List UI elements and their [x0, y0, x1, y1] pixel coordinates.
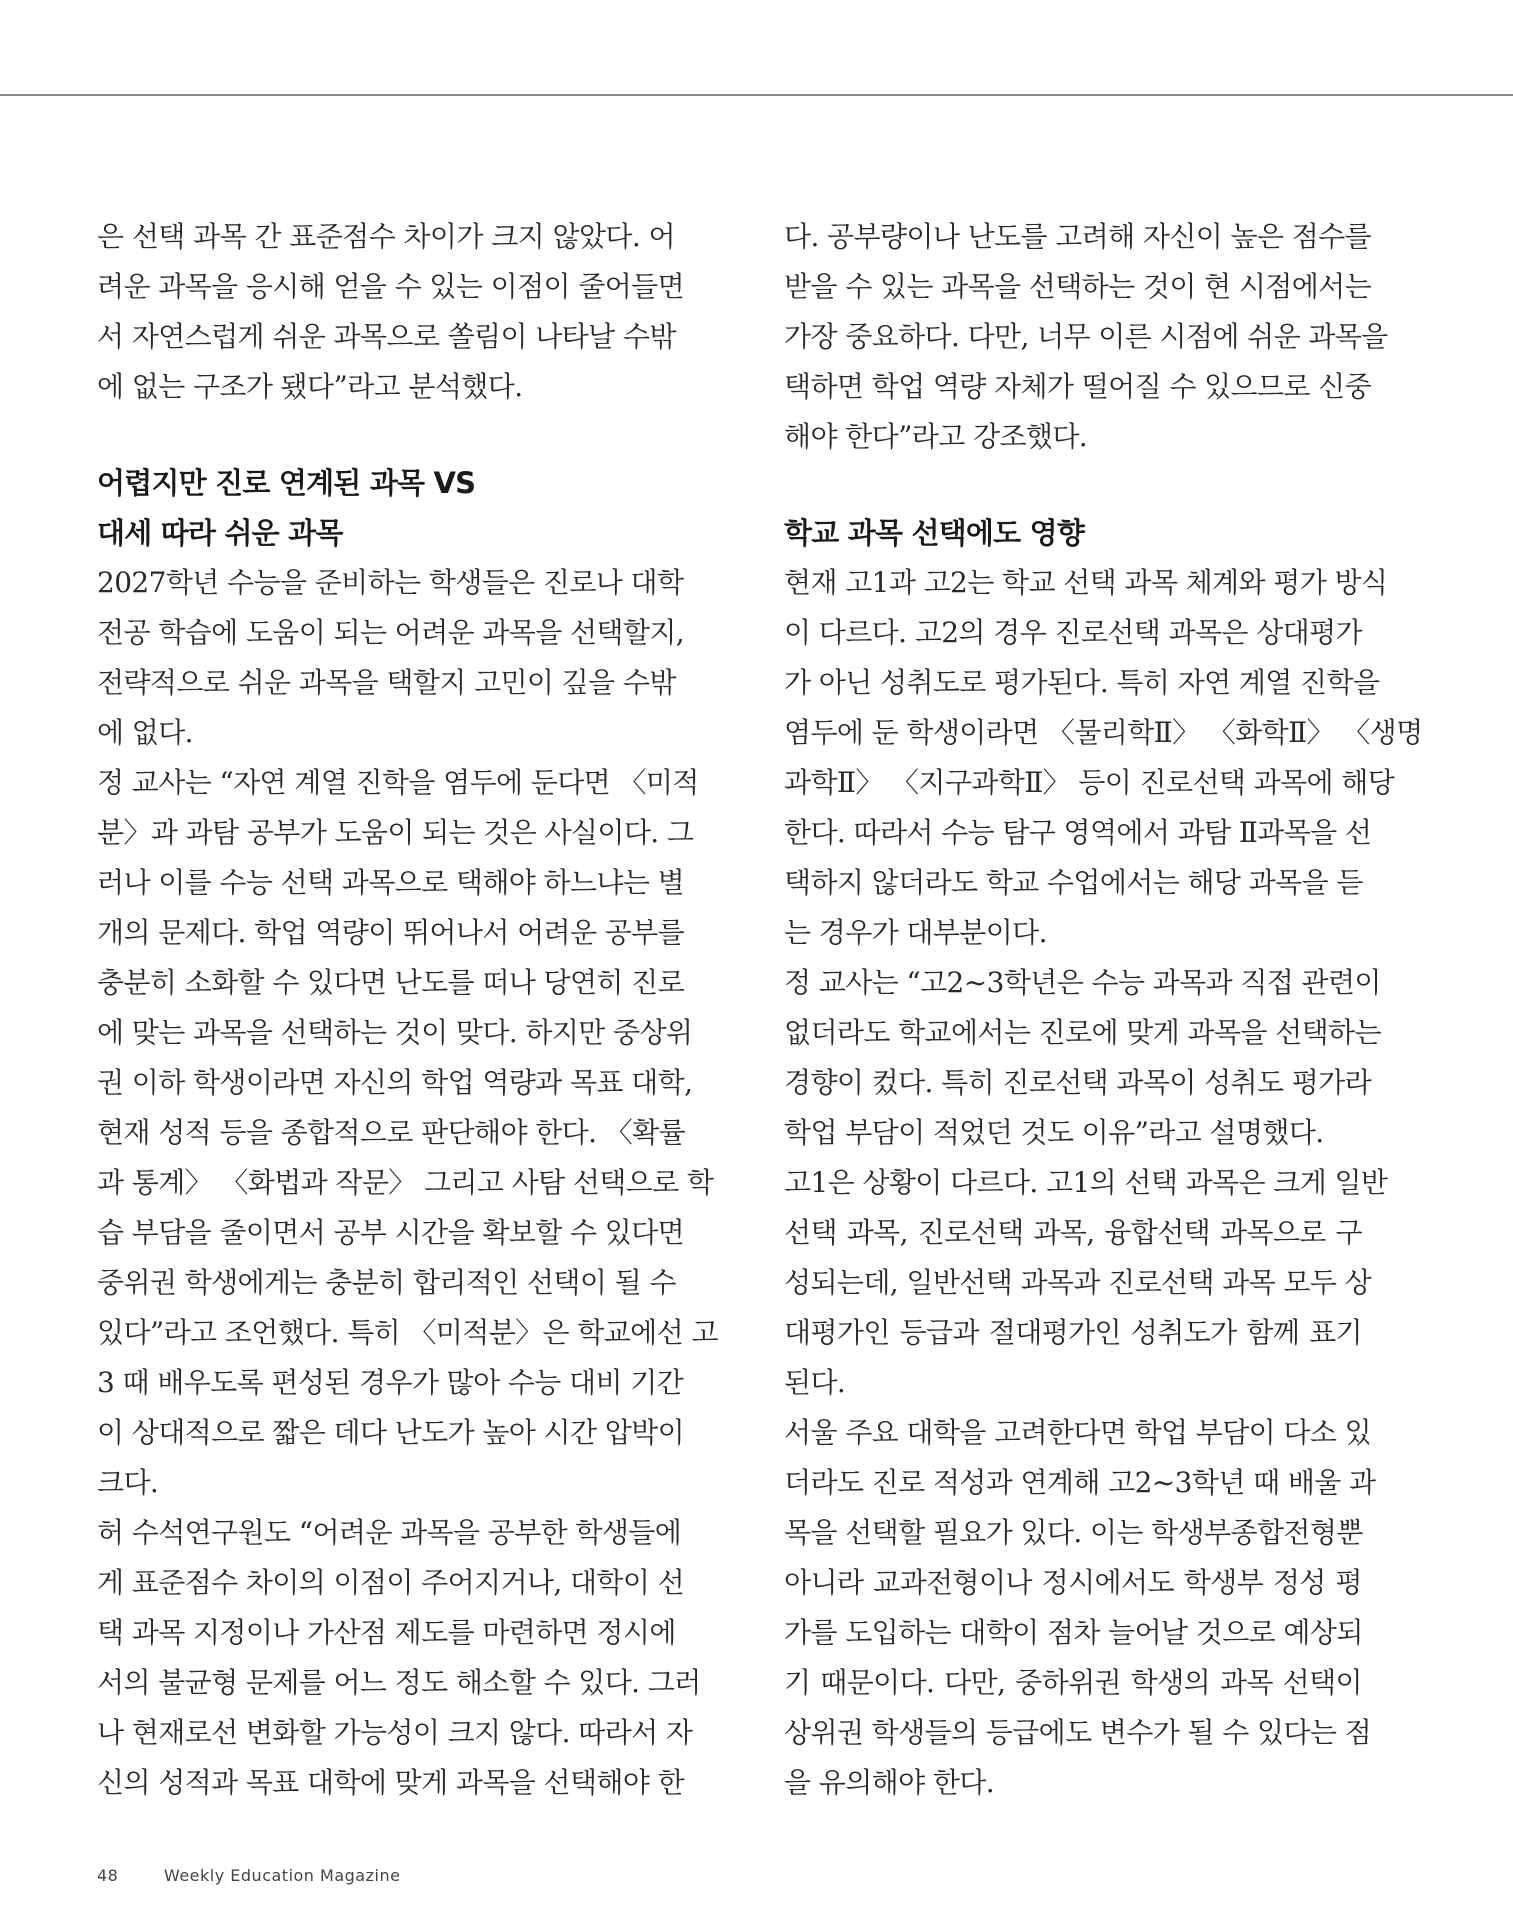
- body-line: 3 때 배우도록 편성된 경우가 많아 수능 대비 기간: [97, 1366, 684, 1399]
- body-line: 는 경우가 대부분이다.: [784, 916, 1047, 949]
- body-line: 중위권 학생에게는 충분히 합리적인 선택이 될 수: [97, 1266, 676, 1299]
- paragraph: [97, 758, 718, 1508]
- body-line: 려운 과목을 응시해 얻을 수 있는 이점이 줄어들면: [97, 270, 685, 303]
- body-line: 된다.: [784, 1366, 846, 1399]
- body-line: 에 없다.: [97, 716, 193, 749]
- body-line: 에 맞는 과목을 선택하는 것이 맞다. 하지만 중상위: [97, 1016, 693, 1049]
- heading-line: 학교 과목 선택에도 영향: [784, 516, 1085, 550]
- body-line: 러나 이를 수능 선택 과목으로 택해야 하느냐는 별: [97, 866, 685, 899]
- paragraph: [784, 558, 1423, 958]
- body-line: 성되는데, 일반선택 과목과 진로선택 과목 모두 상: [784, 1266, 1372, 1299]
- body-line: 현재 성적 등을 종합적으로 판단해야 한다. 〈확률: [97, 1116, 686, 1149]
- body-line: 정 교사는 “자연 계열 진학을 염두에 둔다면 〈미적: [97, 766, 699, 799]
- page-footer: [97, 1866, 400, 1885]
- heading-line: 어렵지만 진로 연계된 과목 VS: [97, 466, 476, 500]
- body-line: 정 교사는 “고2~3학년은 수능 과목과 직접 관련이: [784, 966, 1381, 999]
- section-heading: [97, 458, 675, 558]
- page-number: 48: [97, 1866, 119, 1885]
- body-line: 가 아닌 성취도로 평가된다. 특히 자연 계열 진학을: [784, 666, 1380, 699]
- left-intro: [97, 212, 685, 412]
- body-line: 크다.: [97, 1466, 159, 1499]
- section-heading: [784, 508, 1362, 558]
- body-line: 개의 문제다. 학업 역량이 뛰어나서 어려운 공부를: [97, 916, 685, 949]
- body-line: 과학Ⅱ〉 〈지구과학Ⅱ〉 등이 진로선택 과목에 해당: [784, 766, 1395, 799]
- body-line: 서의 불균형 문제를 어느 정도 해소할 수 있다. 그러: [97, 1666, 701, 1699]
- paragraph: [97, 1508, 701, 1808]
- body-line: 가장 중요하다. 다만, 너무 이른 시점에 쉬운 과목을: [784, 320, 1388, 353]
- body-line: 이 다르다. 고2의 경우 진로선택 과목은 상대평가: [784, 616, 1362, 649]
- body-line: 을 유의해야 한다.: [784, 1766, 995, 1799]
- body-line: 서 자연스럽게 쉬운 과목으로 쏠림이 나타날 수밖: [97, 320, 676, 353]
- body-line: 경향이 컸다. 특히 진로선택 과목이 성취도 평가라: [784, 1066, 1372, 1099]
- body-line: 더라도 진로 적성과 연계해 고2~3학년 때 배울 과: [784, 1466, 1376, 1499]
- paragraph: [784, 1158, 1388, 1408]
- body-line: 다. 공부량이나 난도를 고려해 자신이 높은 점수를: [784, 220, 1372, 253]
- body-line: 에 없는 구조가 됐다”라고 분석했다.: [97, 370, 523, 403]
- body-line: 염두에 둔 학생이라면 〈물리학Ⅱ〉 〈화학Ⅱ〉 〈생명: [784, 716, 1423, 749]
- body-line: 대평가인 등급과 절대평가인 성취도가 함께 표기: [784, 1316, 1362, 1349]
- body-line: 없더라도 학교에서는 진로에 맞게 과목을 선택하는: [784, 1016, 1381, 1049]
- body-line: 충분히 소화할 수 있다면 난도를 떠나 당연히 진로: [97, 966, 685, 999]
- body-line: 분〉과 과탐 공부가 도움이 되는 것은 사실이다. 그: [97, 816, 694, 849]
- body-line: 은 선택 과목 간 표준점수 차이가 크지 않았다. 어: [97, 220, 675, 253]
- body-line: 습 부담을 줄이면서 공부 시간을 확보할 수 있다면: [97, 1216, 685, 1249]
- body-line: 있다”라고 조언했다. 특히 〈미적분〉은 학교에선 고: [97, 1316, 718, 1349]
- body-line: 택하면 학업 역량 자체가 떨어질 수 있으므로 신중: [784, 370, 1372, 403]
- body-line: 전공 학습에 도움이 되는 어려운 과목을 선택할지,: [97, 616, 685, 649]
- heading-line: 대세 따라 쉬운 과목: [97, 516, 343, 550]
- body-line: 나 현재로선 변화할 가능성이 크지 않다. 따라서 자: [97, 1716, 693, 1749]
- body-line: 2027학년 수능을 준비하는 학생들은 진로나 대학: [97, 566, 684, 599]
- body-line: 신의 성적과 목표 대학에 맞게 과목을 선택해야 한: [97, 1766, 685, 1799]
- body-line: 게 표준점수 차이의 이점이 주어지거나, 대학이 선: [97, 1566, 685, 1599]
- body-line: 고1은 상황이 다르다. 고1의 선택 과목은 크게 일반: [784, 1166, 1388, 1199]
- right-intro: [784, 212, 1388, 462]
- body-line: 상위권 학생들의 등급에도 변수가 될 수 있다는 점: [784, 1716, 1372, 1749]
- body-line: 택 과목 지정이나 가산점 제도를 마련하면 정시에: [97, 1616, 676, 1649]
- body-line: 받을 수 있는 과목을 선택하는 것이 현 시점에서는: [784, 270, 1372, 303]
- top-rule: [0, 94, 1513, 96]
- body-line: 현재 고1과 고2는 학교 선택 과목 체계와 평가 방식: [784, 566, 1388, 599]
- body-line: 선택 과목, 진로선택 과목, 융합선택 과목으로 구: [784, 1216, 1362, 1249]
- body-line: 한다. 따라서 수능 탐구 영역에서 과탐 Ⅱ과목을 선: [784, 816, 1372, 849]
- body-line: 이 상대적으로 짧은 데다 난도가 높아 시간 압박이: [97, 1416, 685, 1449]
- body-line: 아니라 교과전형이나 정시에서도 학생부 정성 평: [784, 1566, 1362, 1599]
- magazine-name: Weekly Education Magazine: [163, 1866, 401, 1885]
- body-line: 학업 부담이 적었던 것도 이유”라고 설명했다.: [784, 1116, 1324, 1149]
- paragraph: [97, 558, 685, 758]
- body-line: 택하지 않더라도 학교 수업에서는 해당 과목을 듣: [784, 866, 1363, 899]
- body-line: 권 이하 학생이라면 자신의 학업 역량과 목표 대학,: [97, 1066, 693, 1099]
- body-line: 목을 선택할 필요가 있다. 이는 학생부종합전형뿐: [784, 1516, 1363, 1549]
- body-line: 가를 도입하는 대학이 점차 늘어날 것으로 예상되: [784, 1616, 1363, 1649]
- body-line: 과 통계〉 〈화법과 작문〉 그리고 사탐 선택으로 학: [97, 1166, 714, 1199]
- body-line: 서울 주요 대학을 고려한다면 학업 부담이 다소 있: [784, 1416, 1372, 1449]
- body-line: 전략적으로 쉬운 과목을 택할지 고민이 깊을 수밖: [97, 666, 676, 699]
- body-line: 해야 한다”라고 강조했다.: [784, 420, 1088, 453]
- paragraph: [784, 1408, 1376, 1808]
- right-column: [784, 212, 1423, 1808]
- left-column: [97, 212, 718, 1808]
- paragraph: [784, 958, 1381, 1158]
- body-line: 허 수석연구원도 “어려운 과목을 공부한 학생들에: [97, 1516, 682, 1549]
- body-line: 기 때문이다. 다만, 중하위권 학생의 과목 선택이: [784, 1666, 1362, 1699]
